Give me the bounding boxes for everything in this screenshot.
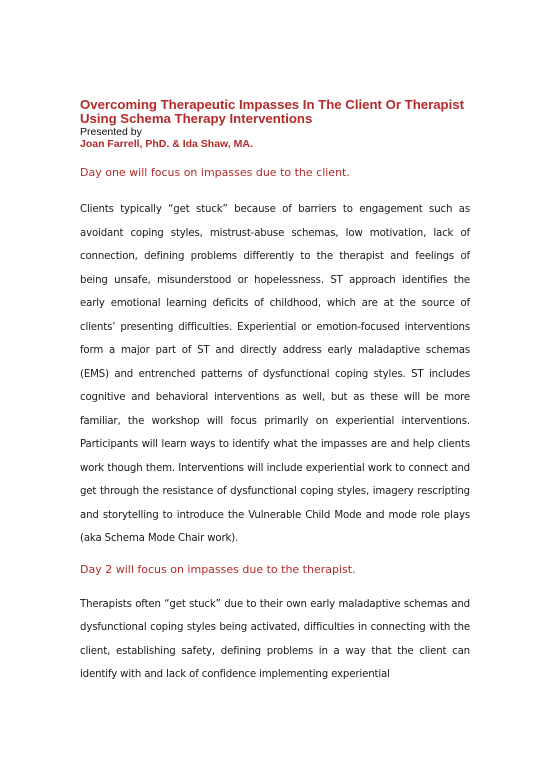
day-two-heading: Day 2 will focus on impasses due to the therapist. — [80, 562, 356, 576]
day-two-paragraph: Therapists often “get stuck” due to their own early maladaptive schemas and dysfunctional coping styles being activated, difficulties in connecting with the client, establishing safety, defining problems in a way that the client can identify with and lack of confidence implementing experiential — [80, 598, 470, 680]
day-one-heading: Day one will focus on impasses due to the client. — [80, 166, 350, 179]
day-one-paragraph: Clients typically “get stuck” because of barriers to engagement such as avoidant coping styles, mistrust-abuse schemas, low motivation, lack of connection, defining problems differently to the therapist and feelings of being unsafe, misunderstood or hopelessness. ST approach identifies the early emotional learning deficits of childhood, which are at the source of clients’ presenting difficulties. Experiential or emotion-focused interventions form a major part of ST and directly address early maladaptive schemas (EMS) and entrenched patterns of dysfunctional coping styles. ST includes cognitive and behavioral interventions as well, but as these will be more familiar, the workshop will focus primarily on experiential interventions. Participants will learn ways to identify what the impasses are and help clients work though them. Interventions will include experiential work to connect and get through the resistance of dysfunctional coping styles, imagery rescripting and storytelling to introduce the Vulnerable Child Mode and mode role plays (aka Schema Mode Chair work). — [80, 204, 470, 544]
author-names: Joan Farrell, PhD. & Ida Shaw, MA. — [80, 138, 253, 150]
document-title: Overcoming Therapeutic Impasses In The Client Or Therapist Using Schema Therapy Interventions — [80, 97, 465, 126]
presented-by-label: Presented by — [80, 126, 142, 138]
document-content — [80, 98, 470, 687]
